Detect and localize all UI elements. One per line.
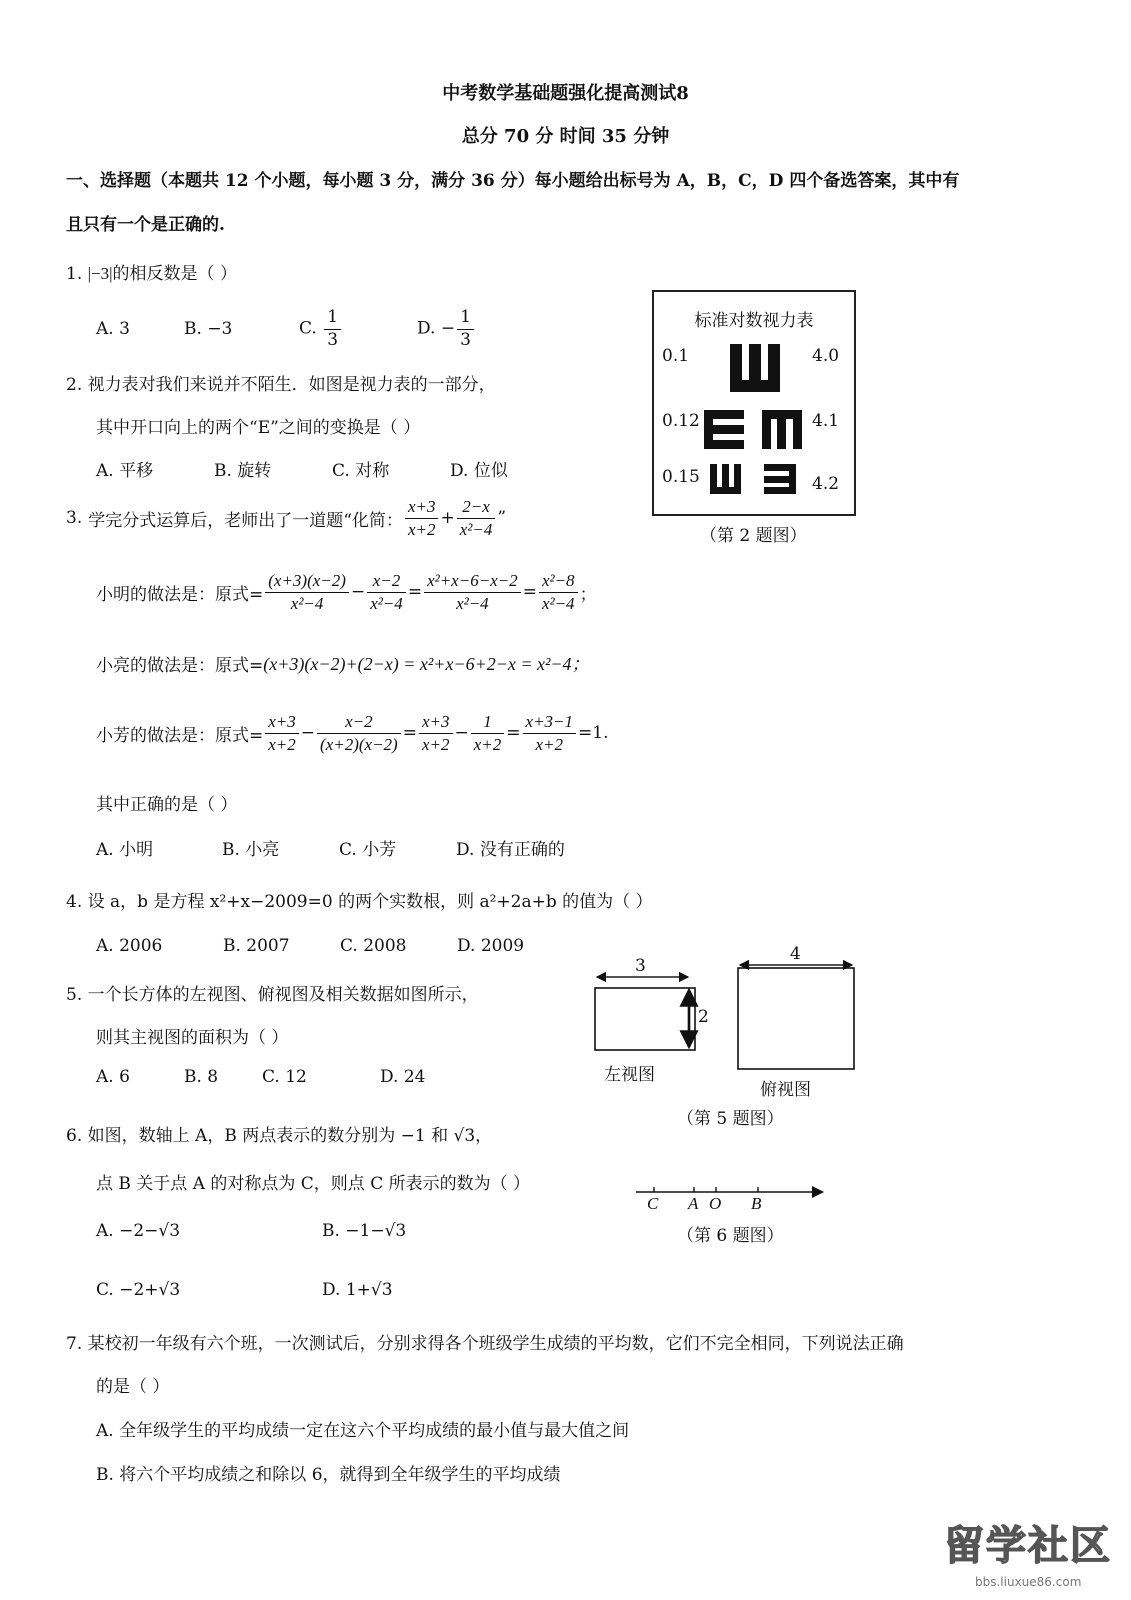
question-number: 1.: [66, 264, 83, 284]
question-number: 5.: [66, 985, 83, 1005]
eye-chart-right-value: 4.2: [812, 474, 840, 494]
top-view-label: 俯视图: [760, 1080, 811, 1100]
option-a[interactable]: A. 3: [96, 319, 130, 339]
question-6-line2: 点 B 关于点 A 的对称点为 C，则点 C 所表示的数为（ ）: [96, 1174, 531, 1194]
eye-chart-title: 标准对数视力表: [694, 311, 814, 331]
e-symbol-right: [704, 410, 744, 449]
option-b[interactable]: B. 小亮: [222, 840, 280, 860]
option-c[interactable]: C. 2008: [340, 936, 407, 956]
point-label-c: C: [647, 1194, 659, 1213]
question-5-line1: [66, 980, 479, 1005]
option-a[interactable]: A. 小明: [96, 840, 154, 860]
e-symbol-left: [764, 464, 796, 494]
option-d[interactable]: D. − $\frac{1}{3}$: [417, 307, 476, 351]
question-3-options: [96, 835, 565, 860]
question-text: 如图，数轴上 A，B 两点表示的数分别为 −1 和 √3，: [87, 1126, 493, 1146]
option-a[interactable]: A. 2006: [96, 936, 163, 956]
section-heading-line2: 且只有一个是正确的.: [66, 215, 225, 235]
option-c[interactable]: C. 12: [262, 1067, 307, 1087]
eye-chart-caption: （第 2 题图）: [700, 526, 807, 546]
question-5-line2: 则其主视图的面积为（ ）: [96, 1028, 289, 1048]
option-a[interactable]: A. 6: [96, 1067, 130, 1087]
question-number: 3.: [66, 508, 83, 528]
eye-chart-right-value: 4.1: [812, 411, 840, 431]
option-d[interactable]: D. 1+√3: [322, 1280, 393, 1300]
option-c[interactable]: C. $\frac{1}{3}$: [299, 307, 417, 351]
option-b[interactable]: B. 将六个平均成绩之和除以 6，就得到全年级学生的平均成绩: [96, 1465, 561, 1485]
solution-label: 小明的做法是：原式=: [96, 584, 264, 605]
question-3-stem: 3. 学完分式运算后，老师出了一道题“化简： $\frac{x+3}{x+2}$ + $\frac{2-x}{\text{x²−4}}$ ”: [66, 497, 507, 539]
watermark-logo: 留学社区: [944, 1523, 1112, 1569]
question-text: 视力表对我们来说并不陌生．如图是视力表的一部分，: [87, 375, 496, 395]
left-view-height-label: 2: [698, 1007, 709, 1027]
question-7-line2: 的是（ ）: [96, 1377, 170, 1397]
option-a[interactable]: A. 全年级学生的平均成绩一定在这六个平均成绩的最小值与最大值之间: [96, 1421, 630, 1441]
question-text: 学完分式运算后，老师出了一道题“化简：: [88, 510, 403, 531]
question-4-options: [96, 936, 524, 956]
solution-label: 小芳的做法是：原式=: [96, 725, 264, 746]
question-6-line1: [66, 1121, 492, 1146]
question-text: 的相反数是（ ）: [112, 264, 237, 284]
point-label-a: A: [688, 1194, 699, 1213]
option-d[interactable]: D. 位似: [450, 461, 508, 481]
question-7-line1: [66, 1329, 904, 1354]
option-b[interactable]: B. 旋转: [214, 461, 272, 481]
option-b[interactable]: B. −3: [184, 319, 233, 339]
eye-chart-right-value: 4.0: [812, 346, 840, 366]
question-4-stem: [66, 887, 653, 912]
q6-figure-caption: （第 6 题图）: [677, 1226, 784, 1246]
option-c[interactable]: C. 对称: [332, 461, 390, 481]
question-5-options: [96, 1067, 425, 1087]
point-label-b: B: [751, 1194, 762, 1213]
option-b[interactable]: B. −1−√3: [322, 1221, 407, 1241]
question-2-line2: 其中开口向上的两个“E”之间的变换是（ ）: [96, 418, 421, 438]
number-line-arrow-icon: [812, 1186, 824, 1198]
question-1-options: [96, 304, 476, 354]
question-number: 2.: [66, 375, 83, 395]
option-c[interactable]: C. −2+√3: [96, 1280, 181, 1300]
option-d[interactable]: D. 2009: [457, 936, 525, 956]
q5-figure-caption: （第 5 题图）: [677, 1109, 784, 1129]
point-label-o: O: [709, 1194, 722, 1213]
number-line-figure: [630, 1180, 830, 1210]
eye-chart-left-value: 0.15: [662, 467, 700, 487]
eye-chart-figure: [652, 290, 856, 516]
option-a[interactable]: A. 平移: [96, 461, 154, 481]
e-symbol-down: [762, 410, 802, 449]
top-view-rect: [738, 968, 854, 1069]
question-text: 设 a，b 是方程 x²+x−2009=0 的两个实数根，则 a²+2a+b 的值为（ ）: [87, 892, 653, 912]
option-b[interactable]: B. 2007: [223, 936, 290, 956]
page-title: 中考数学基础题强化提高测试8: [442, 83, 689, 104]
solution-expression: (x+3)(x−2)+(2−x) = x²+x−6+2−x = x²−4；: [263, 654, 590, 674]
question-2-options: [96, 456, 508, 481]
eye-chart-left-value: 0.1: [662, 346, 690, 366]
watermark-url: bbs.liuxue86.com: [975, 1575, 1082, 1589]
option-d[interactable]: D. 24: [380, 1067, 426, 1087]
section-heading-line1: 一、选择题（本题共 12 个小题，每小题 3 分，满分 36 分）每小题给出标号为 A，B，C，D 四个备选答案，其中有: [66, 171, 960, 191]
eye-chart-left-value: 0.12: [662, 411, 700, 431]
fraction-numerator: 1: [457, 307, 474, 329]
question-3-ask: 其中正确的是（ ）: [96, 795, 238, 815]
fraction-numerator: 1: [324, 307, 341, 329]
question-text: 一个长方体的左视图、俯视图及相关数据如图所示，: [87, 985, 479, 1005]
left-view-width-label: 3: [635, 956, 646, 976]
option-d[interactable]: D. 没有正确的: [456, 840, 565, 860]
left-view-rect: [595, 988, 695, 1050]
question-number: 6.: [66, 1126, 83, 1146]
eye-chart-symbols: [654, 292, 854, 514]
question-2-line1: [66, 370, 496, 395]
fraction-denominator: 3: [327, 329, 339, 350]
e-symbol-up-small: [710, 464, 741, 494]
xiaoming-solution: 小明的做法是：原式= $\frac{(x+3)(x-2)}{\text{x²−4}}$ − $\frac{x-2}{\text{x²−4}}$ = $\frac{\text{x²+x−6−x−2}}{\text{x²−4}}$ = $\frac{\text{x²−8}}{\text{x²−4}}$ ；: [96, 571, 597, 613]
page-subtitle: 总分 70 分 时间 35 分钟: [461, 126, 670, 147]
question-text: 某校初一年级有六个班，一次测试后，分别求得各个班级学生成绩的平均数，它们不完全相同，下列说法正确: [87, 1334, 904, 1354]
top-view-width-label: 4: [790, 944, 801, 964]
question-number: 7.: [66, 1334, 83, 1354]
option-a[interactable]: A. −2−√3: [96, 1221, 181, 1241]
question-number: 4.: [66, 892, 83, 912]
xiaofang-solution: 小芳的做法是：原式= $\frac{x+3}{x+2}$ − $\frac{x-2}{(x+2)(x-2)}$ = $\frac{x+3}{x+2}$ − $\frac{1}{x+2}$ = $\frac{x+3-1}{x+2}$ =1.: [96, 712, 609, 754]
fraction-denominator: 3: [460, 329, 471, 350]
left-view-label: 左视图: [604, 1065, 655, 1085]
option-b[interactable]: B. 8: [184, 1067, 219, 1087]
xiaoliang-solution: [96, 650, 590, 676]
question-1-stem: [66, 259, 237, 284]
option-c[interactable]: C. 小芳: [339, 840, 397, 860]
e-symbol-up-large: [730, 344, 780, 392]
abs-expression: |−3|: [87, 264, 113, 283]
solution-label: 小亮的做法是：原式=: [96, 655, 264, 676]
